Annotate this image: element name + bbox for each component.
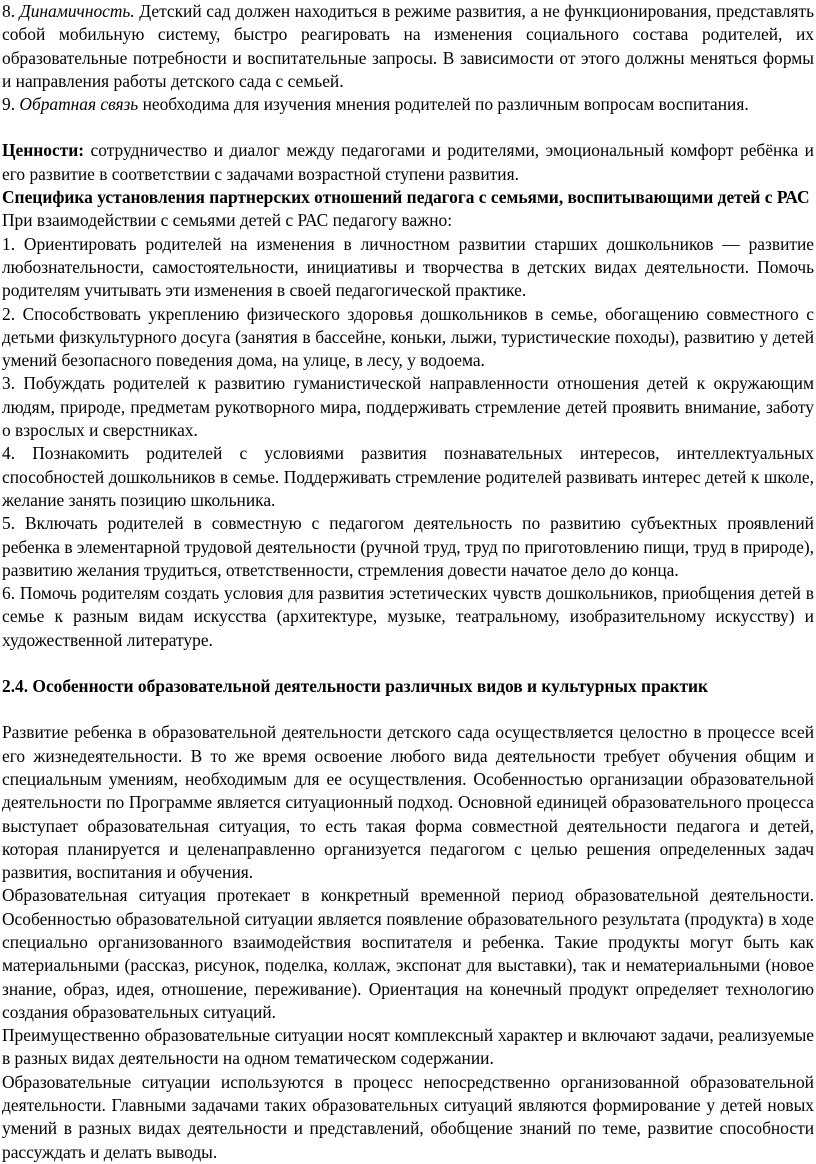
- ras-item-1: 1. Ориентировать родителей на изменения в личностном развитии старших дошкольников — развитие любознательности, самостоятельности, инициативы и творчества в детских видах деятельности. Помочь родителям учитывать эти изменения в своей педагогической практике.: [2, 233, 814, 301]
- section-paragraph-2: Образовательная ситуация протекает в конкретный временной период образовательной деятельности. Особенностью образовательной ситуации является появление образовательного результата (продукта) в ходе специально организованного взаимодействия воспитателя и ребенка. Такие продукты могут быть как материальными (рассказ, рисунок, поделка, коллаж, экспонат для выставки), так и нематериальными (новое знание, образ, идея, отношение, переживание). Ориентация на конечный продукт определяет технологию создания образовательных ситуаций.: [2, 885, 814, 1022]
- document-page: [2, 0, 814, 1164]
- ras-item-6: 6. Помочь родителям создать условия для развития эстетических чувств дошкольников, приобщения детей в семье к разным видам искусства (архитектуре, музыке, театральному, изобразительному искусству) и художественной литературе.: [2, 583, 814, 650]
- ras-item-2: 2. Способствовать укреплению физического здоровья дошкольников в семье, обогащению совместного с детьми физкультурного досуга (занятия в бассейне, коньки, лыжи, туристические походы), развитию у детей умений безопасного поведения дома, на улице, в лесу, у водоема.: [2, 303, 814, 371]
- spacer: [2, 698, 814, 721]
- ras-item-5: 5. Включать родителей в совместную с педагогом деятельность по развитию субъектных проявлений ребенка в элементарной трудовой деятельности (ручной труд, труд по приготовлению пищи, труд в природе), развитию желания трудиться, ответственности, стремления довести начатое дело до конца.: [2, 513, 814, 580]
- ras-intro: При взаимодействии с семьями детей с РАС педагогу важно:: [2, 210, 453, 231]
- section-paragraph-3: Преимущественно образовательные ситуации носят комплексный характер и включают задачи, реализуемые в разных видах деятельности на одном тематическом содержании.: [2, 1025, 814, 1069]
- values-text: сотрудничество и диалог между педагогами и родителями, эмоциональный комфорт ребёнка и его развитие в соответствии с задачами возрастной ступени развития.: [2, 140, 814, 184]
- item-8-text: Детский сад должен находиться в режиме развития, а не функционирования, представлять собой мобильную систему, быстро реагировать на изменения социального состава родителей, их образовательные потребности и воспитательные запросы. В зависимости от этого должны меняться формы и направления работы детского сада с семьей.: [2, 1, 815, 91]
- item-9-term: Обратная связь: [19, 94, 139, 115]
- item-9: [2, 93, 814, 116]
- spacer: [2, 116, 814, 139]
- item-9-number: 9.: [2, 94, 20, 115]
- section-paragraph-1: Развитие ребенка в образовательной деятельности детского сада осуществляется целостно в процессе всей его жизнедеятельности. В то же время освоение любого вида деятельности требует обучения общим и специальным умениям, необходимым для ее осуществления. Особенностью организации образовательной деятельности по Программе является ситуационный подход. Основной единицей образовательного процесса выступает образовательная ситуация, то есть такая форма совместной деятельности педагога и детей, которая планируется и целенаправленно организуется педагогом с целью решения определенных задач развития, воспитания и обучения.: [2, 722, 814, 883]
- section-heading: 2.4. Особенности образовательной деятельности различных видов и культурных практик: [2, 676, 709, 697]
- item-8: [2, 0, 814, 93]
- item-8-term: Динамичность.: [19, 1, 135, 21]
- ras-item-4: 4. Познакомить родителей с условиями развития познавательных интересов, интеллектуальных способностей дошкольников в семье. Поддерживать стремление родителей развивать интерес детей к школе, желание занять позицию школьника.: [2, 443, 814, 510]
- spacer: [2, 652, 814, 675]
- values-label: Ценности:: [2, 140, 85, 161]
- ras-heading: Специфика установления партнерских отношений педагога с семьями, воспитывающими детей с РАС: [2, 187, 810, 208]
- item-8-number: 8.: [2, 1, 20, 21]
- ras-item-3: 3. Побуждать родителей к развитию гуманистической направленности отношения детей к окружающим людям, природе, предметам рукотворного мира, поддерживать стремление детей проявить внимание, заботу о взрослых и сверстниках.: [2, 373, 814, 441]
- section-paragraph-4: Образовательные ситуации используются в процесс непосредственно организованной образовательной деятельности. Главными задачами таких образовательных ситуаций являются формирование у детей новых умений в разных видах деятельности и представлений, обобщение знаний по теме, развитие способности рассуждать и делать выводы.: [2, 1071, 814, 1162]
- item-9-text: необходима для изучения мнения родителей по различным вопросам воспитания.: [138, 94, 749, 115]
- values-paragraph: [2, 139, 814, 186]
